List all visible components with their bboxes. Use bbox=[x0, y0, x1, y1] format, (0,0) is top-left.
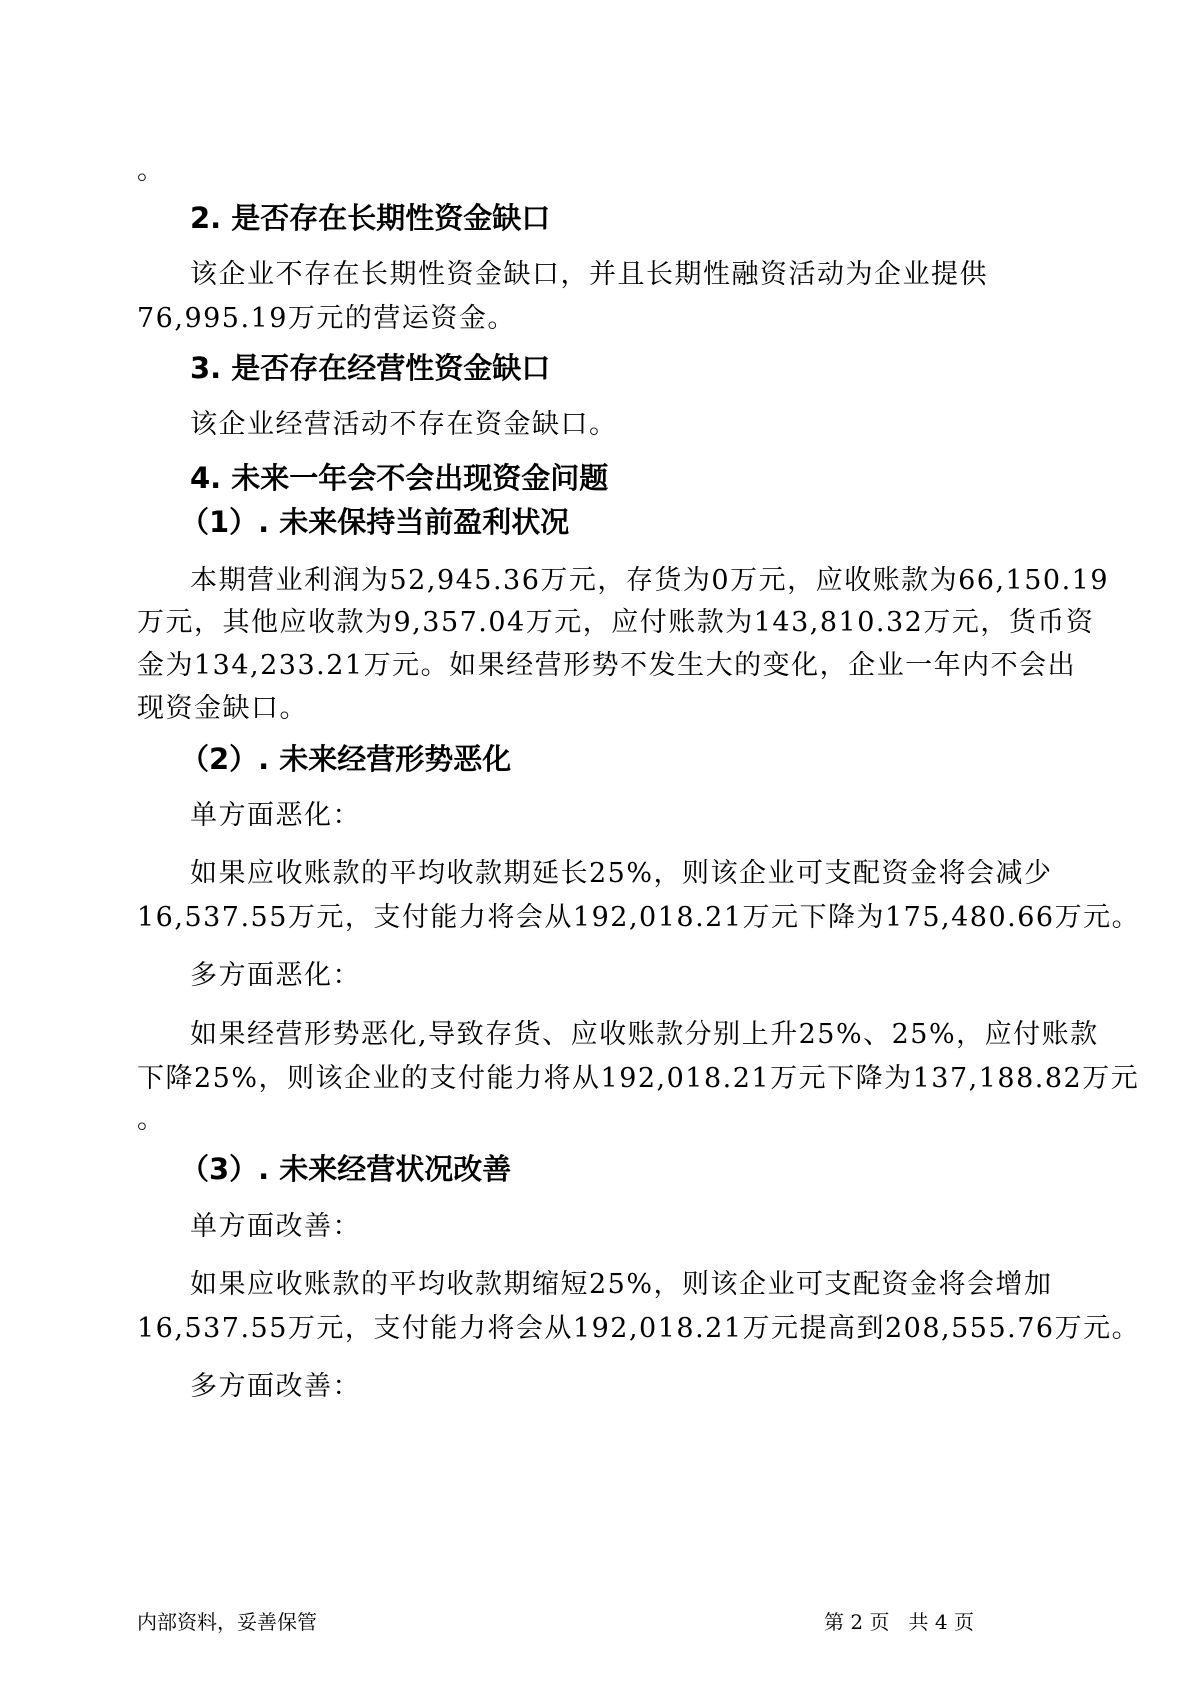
paragraph-line: 如果应收账款的平均收款期缩短25%，则该企业可支配资金将会增加 bbox=[190, 1269, 1053, 1300]
paragraph-line: 16,537.55万元，支付能力将会从192,018.21万元提高到208,555.76万元。 bbox=[137, 1313, 1141, 1344]
paragraph-line: 16,537.55万元，支付能力将会从192,018.21万元下降为175,480.66万元。 bbox=[137, 902, 1141, 933]
single-worsen-label: 单方面恶化： bbox=[190, 800, 361, 831]
section-3-heading: 3. 是否存在经营性资金缺口 bbox=[190, 351, 551, 385]
paragraph-line: 本期营业利润为52,945.36万元，存货为0万元，应收账款为66,150.19 bbox=[190, 565, 1110, 596]
single-improve-label: 单方面改善： bbox=[190, 1211, 361, 1242]
subsection-2-heading: （2）. 未来经营形势恶化 bbox=[180, 742, 512, 776]
paragraph-line: 现资金缺口。 bbox=[137, 693, 308, 724]
page-number: 第 2 页 共 4 页 bbox=[824, 1610, 974, 1634]
paragraph-line: 万元，其他应收款为9,357.04万元，应付账款为143,810.32万元，货币资 bbox=[137, 607, 1095, 638]
top-fragment: 。 bbox=[137, 155, 166, 186]
paragraph-line: 76,995.19万元的营运资金。 bbox=[137, 303, 516, 334]
subsection-1-heading: （1）. 未来保持当前盈利状况 bbox=[180, 505, 570, 539]
section-4-heading: 4. 未来一年会不会出现资金问题 bbox=[190, 461, 609, 495]
footer-left: 内部资料，妥善保管 bbox=[137, 1610, 317, 1634]
multi-improve-label: 多方面改善： bbox=[190, 1371, 361, 1402]
paragraph-line: 金为134,233.21万元。如果经营形势不发生大的变化，企业一年内不会出 bbox=[137, 650, 1077, 681]
paragraph-line: 该企业不存在长期性资金缺口，并且长期性融资活动为企业提供 bbox=[190, 259, 988, 290]
paragraph-line: 下降25%，则该企业的支付能力将从192,018.21万元下降为137,188.82万元 bbox=[137, 1063, 1140, 1094]
paragraph-line: 如果经营形势恶化,导致存货、应收账款分别上升25%、25%，应付账款 bbox=[190, 1019, 1099, 1050]
subsection-3-heading: （3）. 未来经营状况改善 bbox=[180, 1152, 512, 1186]
paragraph-line: 该企业经营活动不存在资金缺口。 bbox=[190, 409, 618, 440]
paragraph-line: 如果应收账款的平均收款期延长25%，则该企业可支配资金将会减少 bbox=[190, 858, 1053, 889]
multi-worsen-label: 多方面恶化： bbox=[190, 960, 361, 991]
section-2-heading: 2. 是否存在长期性资金缺口 bbox=[190, 201, 551, 235]
paragraph-line: 。 bbox=[137, 1104, 166, 1135]
